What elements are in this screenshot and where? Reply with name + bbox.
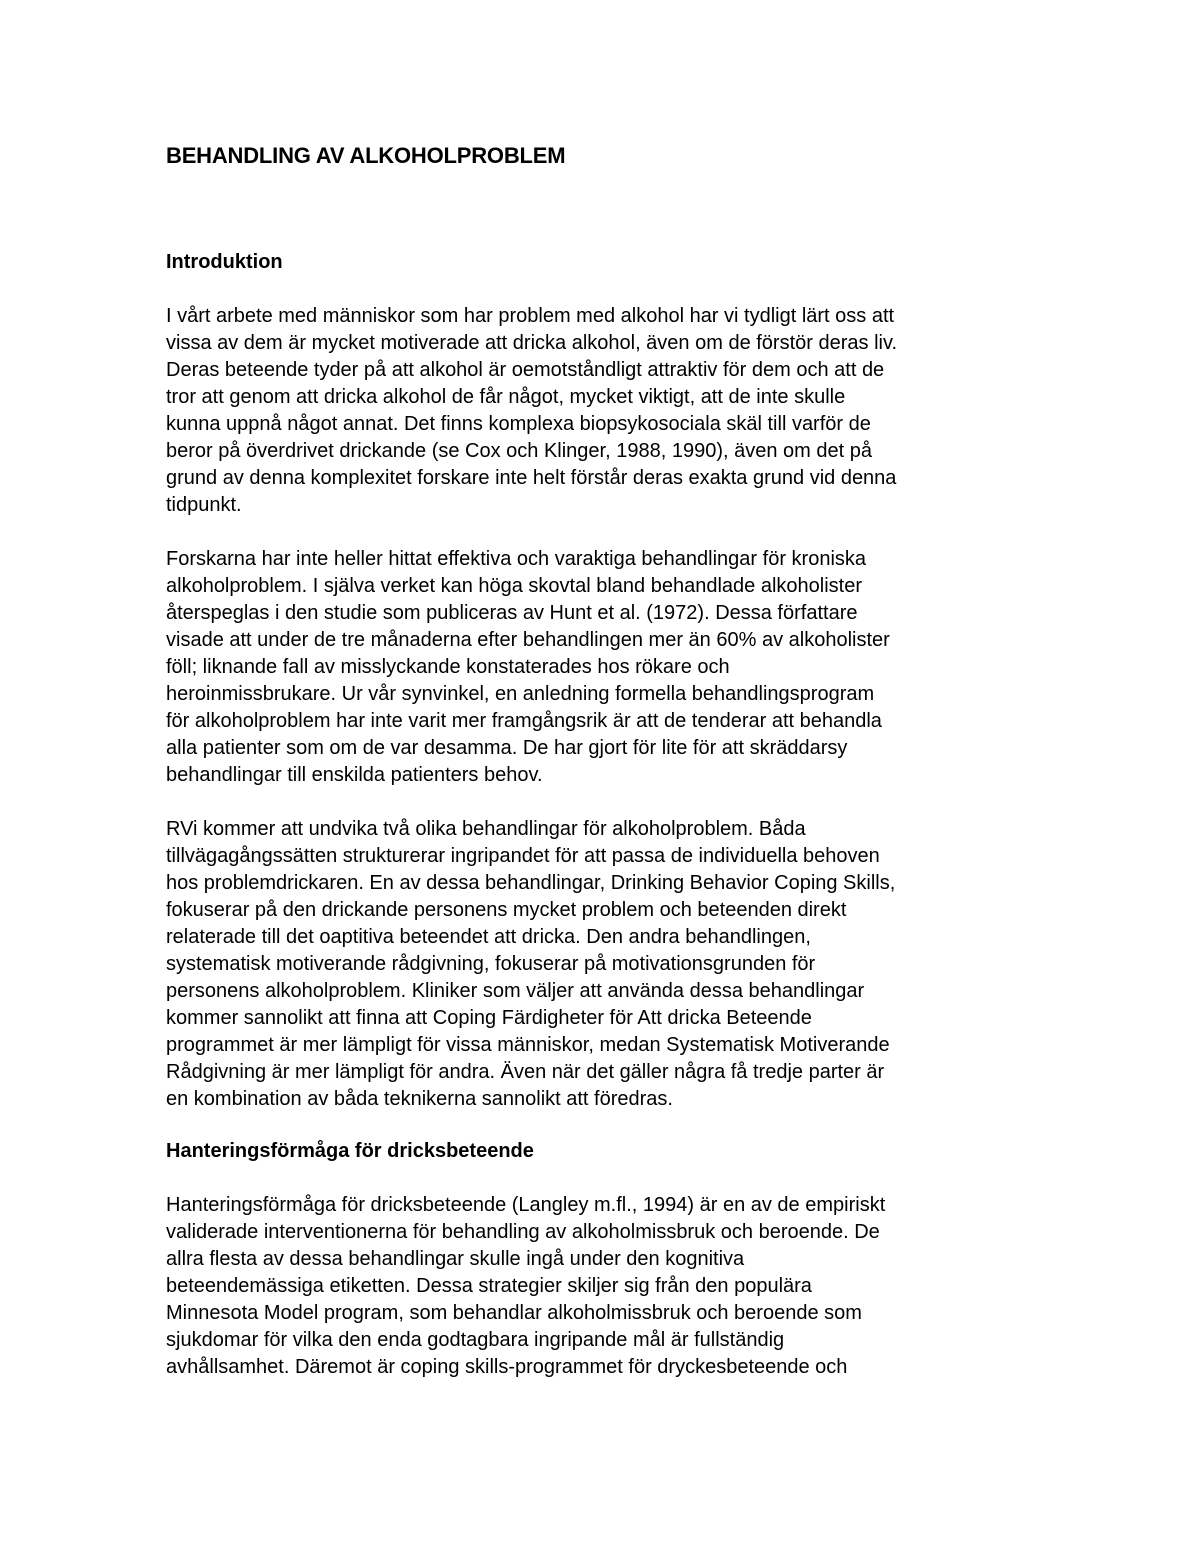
section-heading-hanteringsformaga: Hanteringsförmåga för dricksbeteende: [166, 1140, 534, 1162]
text-line: I vårt arbete med människor som har problem med alkohol har vi tydligt lärt oss att: [166, 305, 895, 327]
text-line: fokuserar på den drickande personens mycket problem och beteenden direkt: [166, 899, 847, 921]
text-line: alkoholproblem. I själva verket kan höga skovtal bland behandlade alkoholister: [166, 575, 862, 597]
text-line: hos problemdrickaren. En av dessa behandlingar, Drinking Behavior Coping Skills,: [166, 872, 896, 894]
text-line: systematisk motiverande rådgivning, fokuserar på motivationsgrunden för: [166, 953, 816, 975]
text-line: relaterade till det oaptitiva beteendet att dricka. Den andra behandlingen,: [166, 926, 811, 948]
text-line: Minnesota Model program, som behandlar alkoholmissbruk och beroende som: [166, 1302, 862, 1324]
text-line: tidpunkt.: [166, 494, 242, 516]
text-line: Forskarna har inte heller hittat effektiva och varaktiga behandlingar för kroniska: [166, 548, 867, 570]
text-line: personens alkoholproblem. Kliniker som väljer att använda dessa behandlingar: [166, 980, 865, 1002]
text-line: behandlingar till enskilda patienters behov.: [166, 764, 543, 786]
text-line: beteendemässiga etiketten. Dessa strategier skiljer sig från den populära: [166, 1275, 812, 1297]
paragraph-coping-1: [166, 1192, 1036, 1381]
text-line: allra flesta av dessa behandlingar skulle ingå under den kognitiva: [166, 1248, 745, 1270]
text-line: tillvägagångssätten strukturerar ingripandet för att passa de individuella behoven: [166, 845, 880, 867]
text-line: kunna uppnå något annat. Det finns komplexa biopsykosociala skäl till varför de: [166, 413, 871, 435]
text-line: heroinmissbrukare. Ur vår synvinkel, en anledning formella behandlingsprogram: [166, 683, 875, 705]
text-line: för alkoholproblem har inte varit mer framgångsrik är att de tenderar att behandla: [166, 710, 882, 732]
text-line: en kombination av båda teknikerna sannolikt att föredras.: [166, 1088, 673, 1110]
text-line: validerade interventionerna för behandling av alkoholmissbruk och beroende. De: [166, 1221, 880, 1243]
text-line: tror att genom att dricka alkohol de får något, mycket viktigt, att de inte skulle: [166, 386, 846, 408]
paragraph-intro-2: [166, 546, 1036, 789]
text-line: alla patienter som om de var desamma. De har gjort för lite för att skräddarsy: [166, 737, 848, 759]
text-line: vissa av dem är mycket motiverade att dricka alkohol, även om de förstör deras liv.: [166, 332, 898, 354]
text-line: Deras beteende tyder på att alkohol är oemotståndligt attraktiv för dem och att de: [166, 359, 885, 381]
text-line: föll; liknande fall av misslyckande konstaterades hos rökare och: [166, 656, 730, 678]
text-line: visade att under de tre månaderna efter behandlingen mer än 60% av alkoholister: [166, 629, 890, 651]
text-line: beror på överdrivet drickande (se Cox och Klinger, 1988, 1990), även om det på: [166, 440, 872, 462]
text-line: programmet är mer lämpligt för vissa människor, medan Systematisk Motiverande: [166, 1034, 890, 1056]
document-title: BEHANDLING AV ALKOHOLPROBLEM: [166, 143, 566, 168]
text-line: Hanteringsförmåga för dricksbeteende (Langley m.fl., 1994) är en av de empiriskt: [166, 1194, 886, 1216]
text-line: RVi kommer att undvika två olika behandlingar för alkoholproblem. Båda: [166, 818, 806, 840]
document-page: [166, 139, 1036, 1381]
text-line: grund av denna komplexitet forskare inte helt förstår deras exakta grund vid denna: [166, 467, 897, 489]
text-line: sjukdomar för vilka den enda godtagbara ingripande mål är fullständig: [166, 1329, 785, 1351]
text-line: kommer sannolikt att finna att Coping Färdigheter för Att dricka Beteende: [166, 1007, 812, 1029]
text-line: Rådgivning är mer lämpligt för andra. Även när det gäller några få tredje parter är: [166, 1061, 885, 1083]
section-heading-introduktion: Introduktion: [166, 251, 283, 273]
text-line: återspeglas i den studie som publiceras av Hunt et al. (1972). Dessa författare: [166, 602, 858, 624]
paragraph-intro-1: [166, 303, 1036, 519]
paragraph-intro-3: [166, 816, 1036, 1113]
text-line: avhållsamhet. Däremot är coping skills-programmet för dryckesbeteende och: [166, 1356, 848, 1378]
